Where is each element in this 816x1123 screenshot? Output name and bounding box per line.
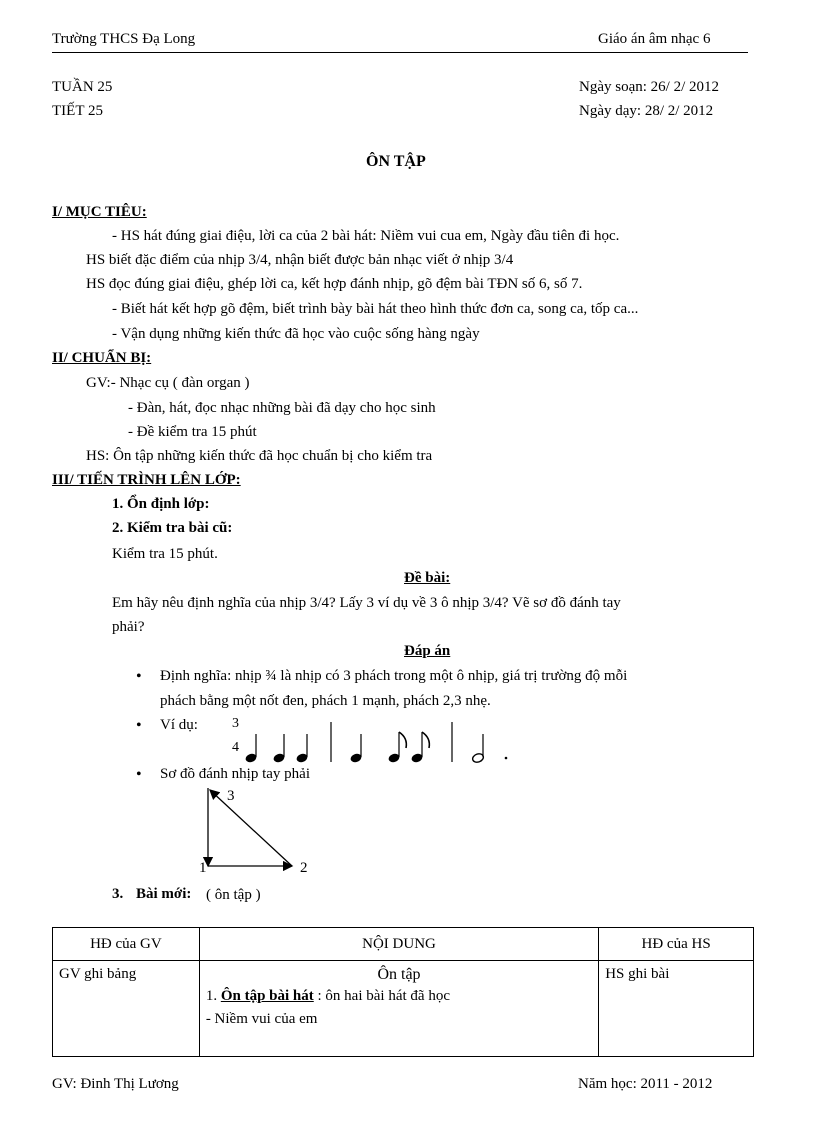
preparation-line: - Đàn, hát, đọc nhạc những bài đã dạy cho học sinh [128, 400, 436, 416]
time-signature-bottom: 4 [232, 740, 239, 755]
content-item [206, 988, 592, 1005]
table-header-row [53, 928, 754, 961]
cell-student [599, 961, 754, 1057]
cell-content [199, 961, 598, 1057]
col-header-student: HĐ của HS [599, 928, 754, 961]
step-new-lesson: Bài mới: [136, 886, 192, 902]
music-example [226, 714, 526, 774]
header-rule [52, 52, 748, 53]
period-label: TIẾT 25 [52, 103, 103, 119]
eighth-note [410, 732, 429, 764]
exam-title: Đề bài: [404, 570, 451, 586]
cell-teacher [53, 961, 200, 1057]
step-new-lesson-num: 3. [112, 886, 124, 902]
eighth-note [387, 732, 406, 764]
quarter-note [349, 734, 362, 764]
taught-date: Ngày dạy: 28/ 2/ 2012 [579, 103, 714, 119]
table-row [53, 961, 754, 1057]
lesson-table [52, 927, 754, 1057]
preparation-line: - Đề kiểm tra 15 phút [128, 424, 257, 440]
content-subitem: - Niềm vui của em [205, 1011, 318, 1027]
answer-diagram-label: • Sơ đồ đánh nhịp tay phải [160, 766, 310, 783]
preparation-line: HS: Ôn tập những kiến thức đã học chuẩn bị cho kiểm tra [86, 448, 433, 464]
step-new-lesson-note: ( ôn tập ) [206, 887, 261, 903]
page-title: ÔN TẬP [366, 153, 426, 170]
step-stabilize: 1. Ổn định lớp: [112, 496, 210, 512]
answer-title: Đáp án [404, 643, 451, 659]
exam-question-cont: phải? [112, 619, 145, 635]
header-subject: Giáo án âm nhạc 6 [598, 31, 711, 47]
answer-definition-cont: phách bằng một nốt đen, phách 1 mạnh, phách 2,3 nhẹ. [160, 693, 491, 709]
section-objectives-heading: I/ MỤC TIÊU: [52, 204, 147, 220]
footer-teacher: GV: Đinh Thị Lương [52, 1076, 179, 1092]
preparation-line: GV:- Nhạc cụ ( đàn organ ) [86, 375, 250, 391]
quarter-note [295, 734, 308, 764]
footer-school-year: Năm học: 2011 - 2012 [578, 1076, 713, 1092]
header-school: Trường THCS Đạ Long [52, 31, 196, 47]
objective-line: HS đọc đúng giai điệu, ghép lời ca, kết hợp đánh nhịp, gõ đệm bài TĐN số 6, số 7. [86, 276, 583, 292]
content-item-rest: : ôn hai bài hát đã học [313, 988, 450, 1004]
answer-example-label: • Ví dụ: [160, 717, 198, 734]
week-label: TUẦN 25 [52, 79, 113, 95]
time-signature-top: 3 [232, 716, 239, 731]
col-header-teacher: HĐ của GV [53, 928, 200, 961]
answer-definition: • Định nghĩa: nhịp ¾ là nhịp có 3 phách trong một ô nhịp, giá trị trường độ mỗi [160, 668, 627, 685]
dotted-half-note [471, 734, 507, 764]
teacher-activity: GV ghi bảng [59, 966, 137, 982]
section-preparation-heading: II/ CHUẨN BỊ: [52, 350, 152, 366]
section-process-heading: III/ TIẾN TRÌNH LÊN LỚP: [52, 472, 241, 488]
step-check-old: 2. Kiểm tra bài cũ: [112, 520, 233, 536]
diagram-label-3: 3 [227, 788, 235, 804]
beat-up-line [210, 790, 292, 866]
student-activity: HS ghi bài [605, 966, 670, 982]
prepared-date: Ngày soạn: 26/ 2/ 2012 [579, 79, 719, 95]
col-header-content: NỘI DUNG [199, 928, 598, 961]
quarter-note [244, 734, 257, 764]
objective-line: - Vận dụng những kiến thức đã học vào cuộc sống hàng ngày [112, 326, 480, 342]
exam-question: Em hãy nêu định nghĩa của nhịp 3/4? Lấy 3 ví dụ về 3 ô nhịp 3/4? Vẽ sơ đồ đánh tay [112, 595, 621, 611]
diagram-label-2: 2 [300, 860, 308, 876]
objective-line: - Biết hát kết hợp gõ đệm, biết trình bày bài hát theo hình thức đơn ca, song ca, tốp ca... [112, 301, 639, 317]
quarter-note [272, 734, 285, 764]
content-item-number: 1. [205, 988, 218, 1004]
objective-line: HS biết đặc điểm của nhịp 3/4, nhận biết được bản nhạc viết ở nhịp 3/4 [86, 252, 514, 268]
content-title: Ôn tập [377, 966, 421, 983]
check-note: Kiểm tra 15 phút. [112, 546, 218, 562]
content-item-label: Ôn tập bài hát [220, 988, 314, 1004]
diagram-label-1: 1 [199, 860, 207, 876]
objective-line: - HS hát đúng giai điệu, lời ca của 2 bài hát: Niềm vui cua em, Ngày đầu tiên đi học. [112, 228, 620, 244]
